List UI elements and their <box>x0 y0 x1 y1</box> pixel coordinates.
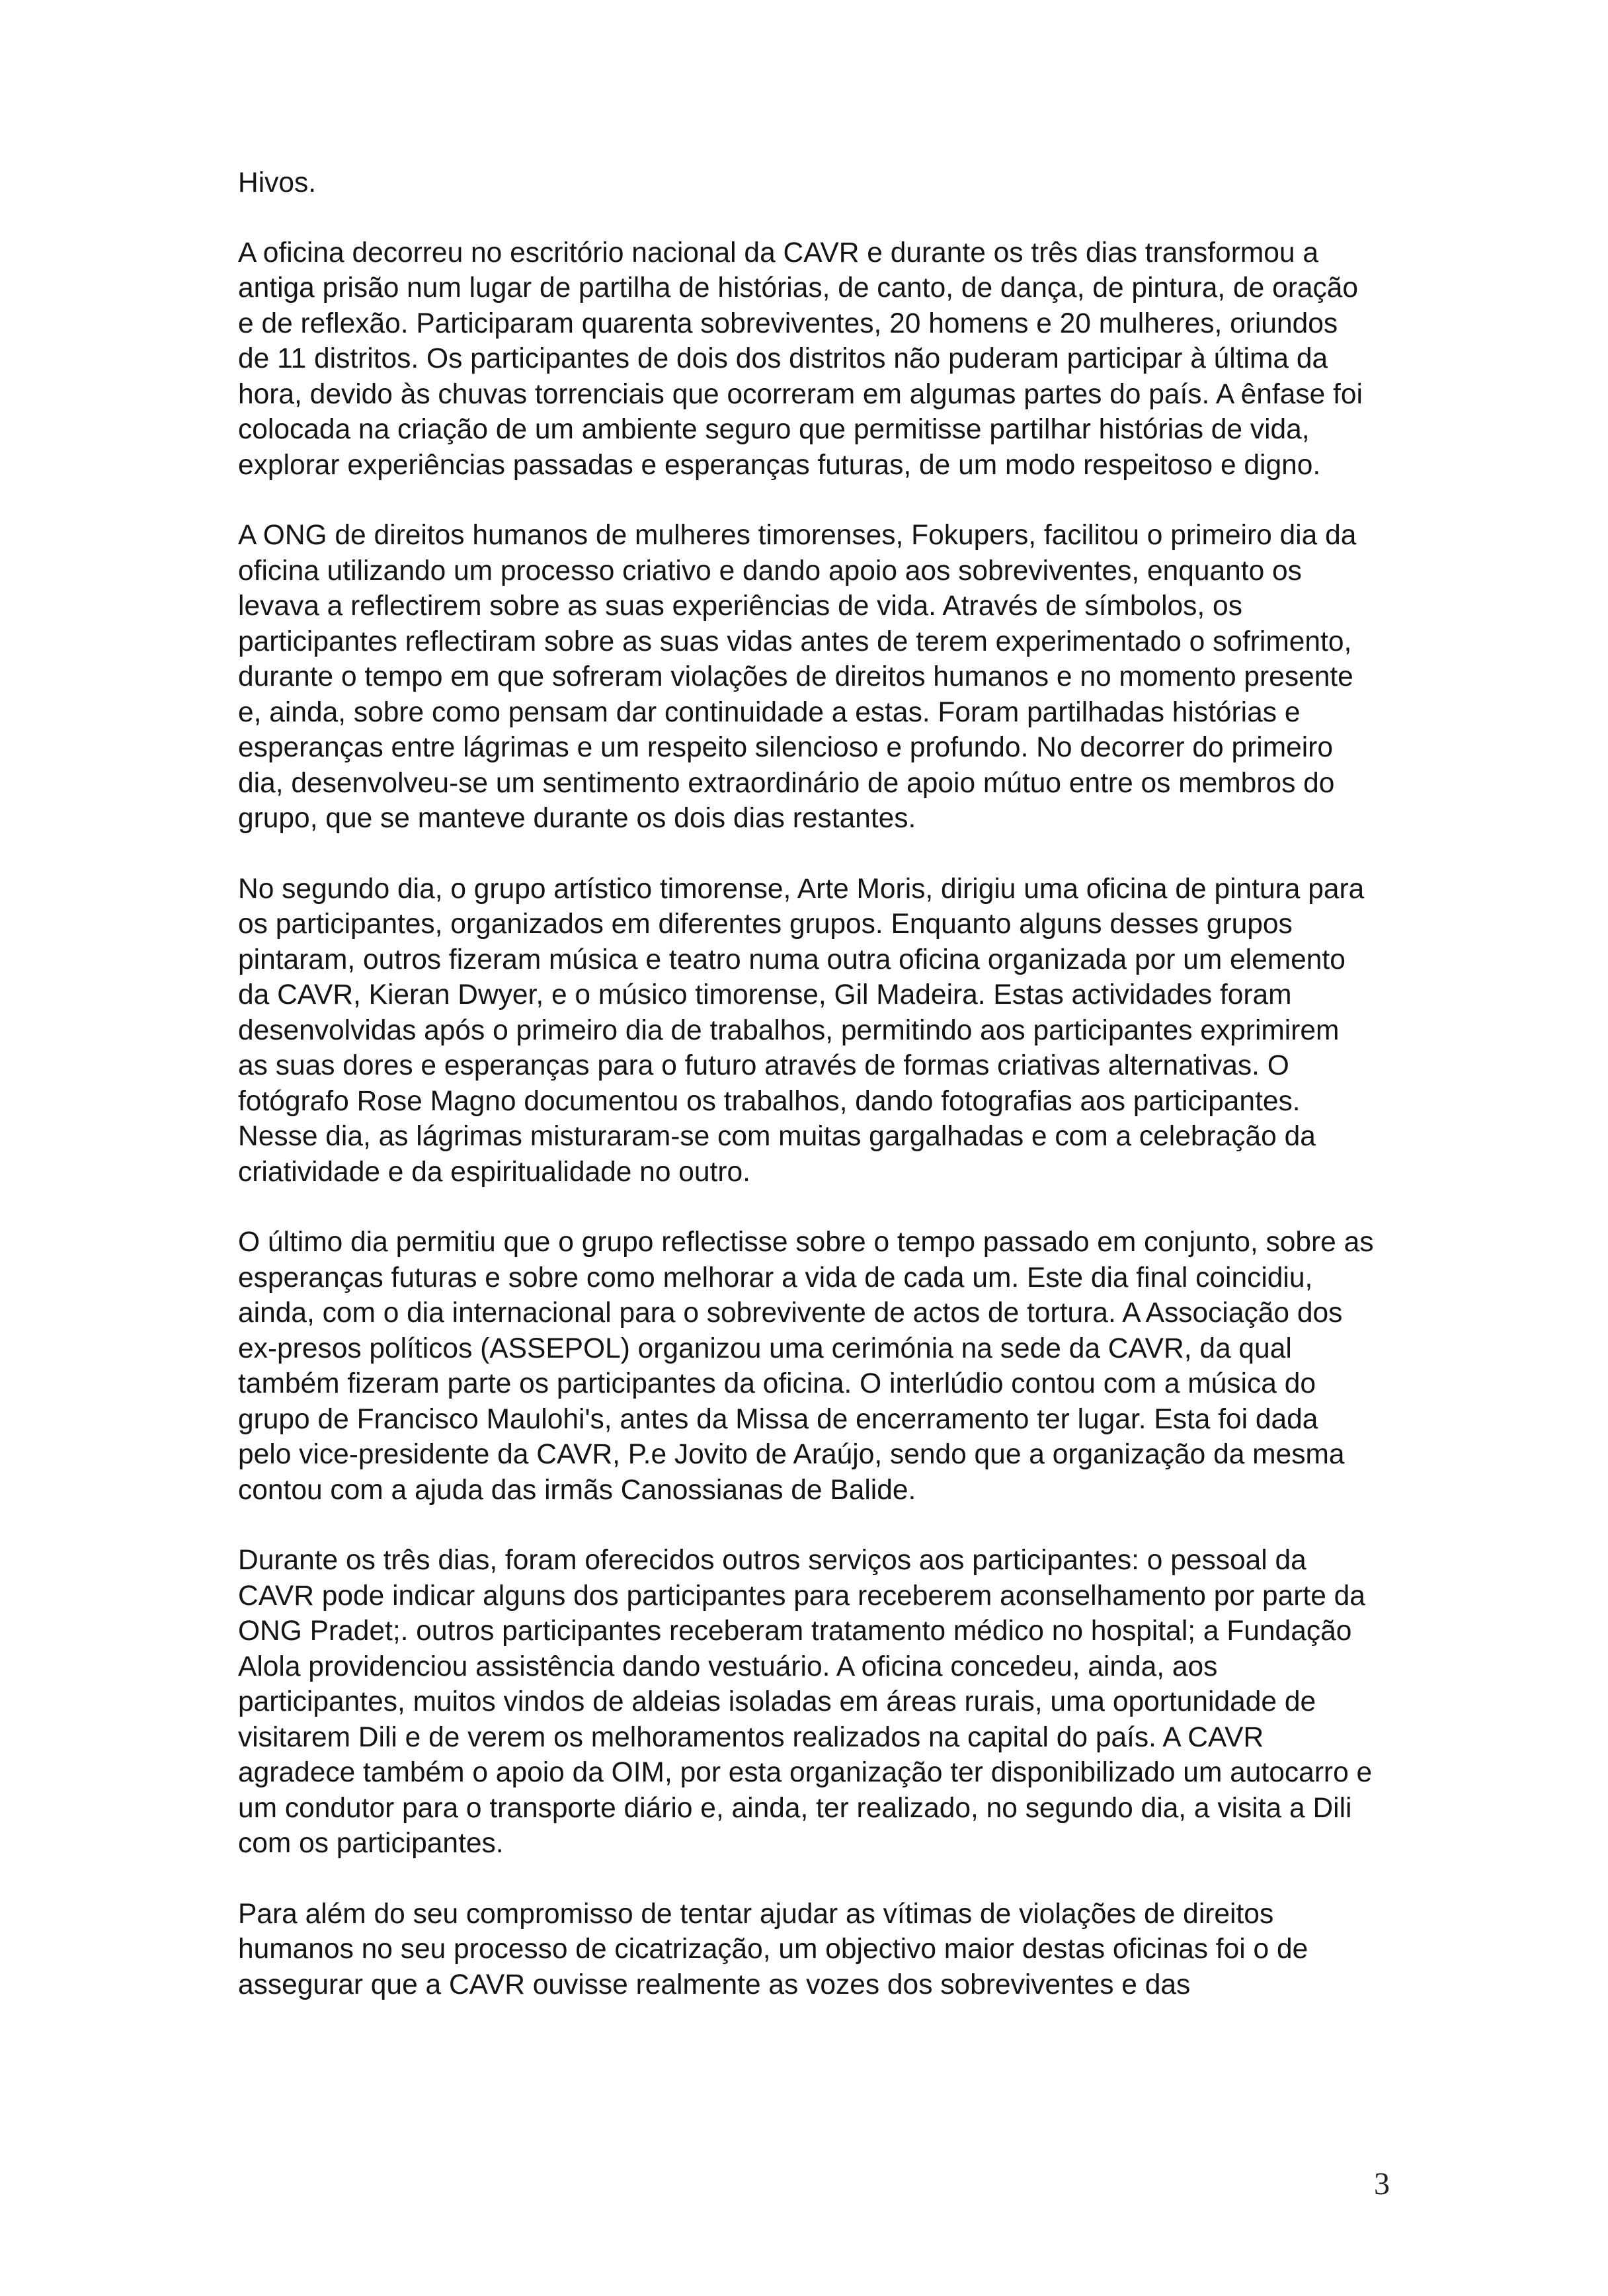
paragraph-services: Durante os três dias, foram oferecidos outros serviços aos participantes: o pessoal da CAVR pode indicar alguns dos participantes para receberem aconselhamento por parte da ONG Pradet;. outros participantes receberam tratamento médico no hospital; a Fundação Alola providenciou assistência dando vestuário. A oficina concedeu, ainda, aos participantes, muitos vindos de aldeias isoladas em áreas rurais, uma oportunidade de visitarem Dili e de verem os melhoramentos realizados na capital do país. A CAVR agradece também o apoio da OIM, por esta organização ter disponibilizado um autocarro e um condutor para o transporte diário e, ainda, ter realizado, no segundo dia, a visita a Dili com os participantes. <box>238 1545 1373 1859</box>
paragraph-commitment: Para além do seu compromisso de tentar ajudar as vítimas de violações de direitos humanos no seu processo de cicatrização, um objectivo maior destas oficinas foi o de assegurar que a CAVR ouvisse realmente as vozes dos sobreviventes e das <box>238 1898 1308 2000</box>
paragraph-intro: Hivos. <box>238 167 317 198</box>
paragraph-workshop-overview: A oficina decorreu no escritório nacional da CAVR e durante os três dias transformou a antiga prisão num lugar de partilha de histórias, de canto, de dança, de pintura, de oração e de reflexão. Participaram quarenta sobreviventes, 20 homens e 20 mulheres, oriundos de 11 distritos. Os participantes de dois dos distritos não puderam participar à última da hora, devido às chuvas torrenciais que ocorreram em algumas partes do país. A ênfase foi colocada na criação de um ambiente seguro que permitisse partilhar histórias de vida, explorar experiências passadas e esperanças futuras, de um modo respeitoso e digno. <box>238 237 1363 481</box>
paragraph-last-day: O último dia permitiu que o grupo reflectisse sobre o tempo passado em conjunto, sobre as esperanças futuras e sobre como melhorar a vida de cada um. Este dia final coincidiu, ainda, com o dia internacional para o sobrevivente de actos de tortura. A Associação dos ex-presos políticos (ASSEPOL) organizou uma cerimónia na sede da CAVR, da qual também fizeram parte os participantes da oficina. O interlúdio contou com a música do grupo de Francisco Maulohi's, antes da Missa de encerramento ter lugar. Esta foi dada pelo vice-presidente da CAVR, P.e Jovito de Araújo, sendo que a organização da mesma contou com a ajuda das irmãs Canossianas de Balide. <box>238 1227 1374 1506</box>
paragraph-first-day: A ONG de direitos humanos de mulheres timorenses, Fokupers, facilitou o primeiro dia da oficina utilizando um processo criativo e dando apoio aos sobreviventes, enquanto os levava a reflectirem sobre as suas experiências de vida. Através de símbolos, os participantes reflectiram sobre as suas vidas antes de terem experimentado o sofrimento, durante o tempo em que sofreram violações de direitos humanos e no momento presente e, ainda, sobre como pensam dar continuidade a estas. Foram partilhadas histórias e esperanças entre lágrimas e um respeito silencioso e profundo. No decorrer do primeiro dia, desenvolveu-se um sentimento extraordinário de apoio mútuo entre os membros do grupo, que se manteve durante os dois dias restantes. <box>238 520 1357 834</box>
paragraph-second-day: No segundo dia, o grupo artístico timorense, Arte Moris, dirigiu uma oficina de pintura para os participantes, organizados em diferentes grupos. Enquanto alguns desses grupos pintaram, outros fizeram música e teatro numa outra oficina organizada por um elemento da CAVR, Kieran Dwyer, e o músico timorense, Gil Madeira. Estas actividades foram desenvolvidas após o primeiro dia de trabalhos, permitindo aos participantes exprimirem as suas dores e esperanças para o futuro através de formas criativas alternativas. O fotógrafo Rose Magno documentou os trabalhos, dando fotografias aos participantes. Nesse dia, as lágrimas misturaram-se com muitas gargalhadas e com a celebração da criatividade e da espiritualidade no outro. <box>238 873 1365 1188</box>
page-number: 3 <box>1374 2166 1390 2201</box>
document-body <box>238 165 1375 2037</box>
